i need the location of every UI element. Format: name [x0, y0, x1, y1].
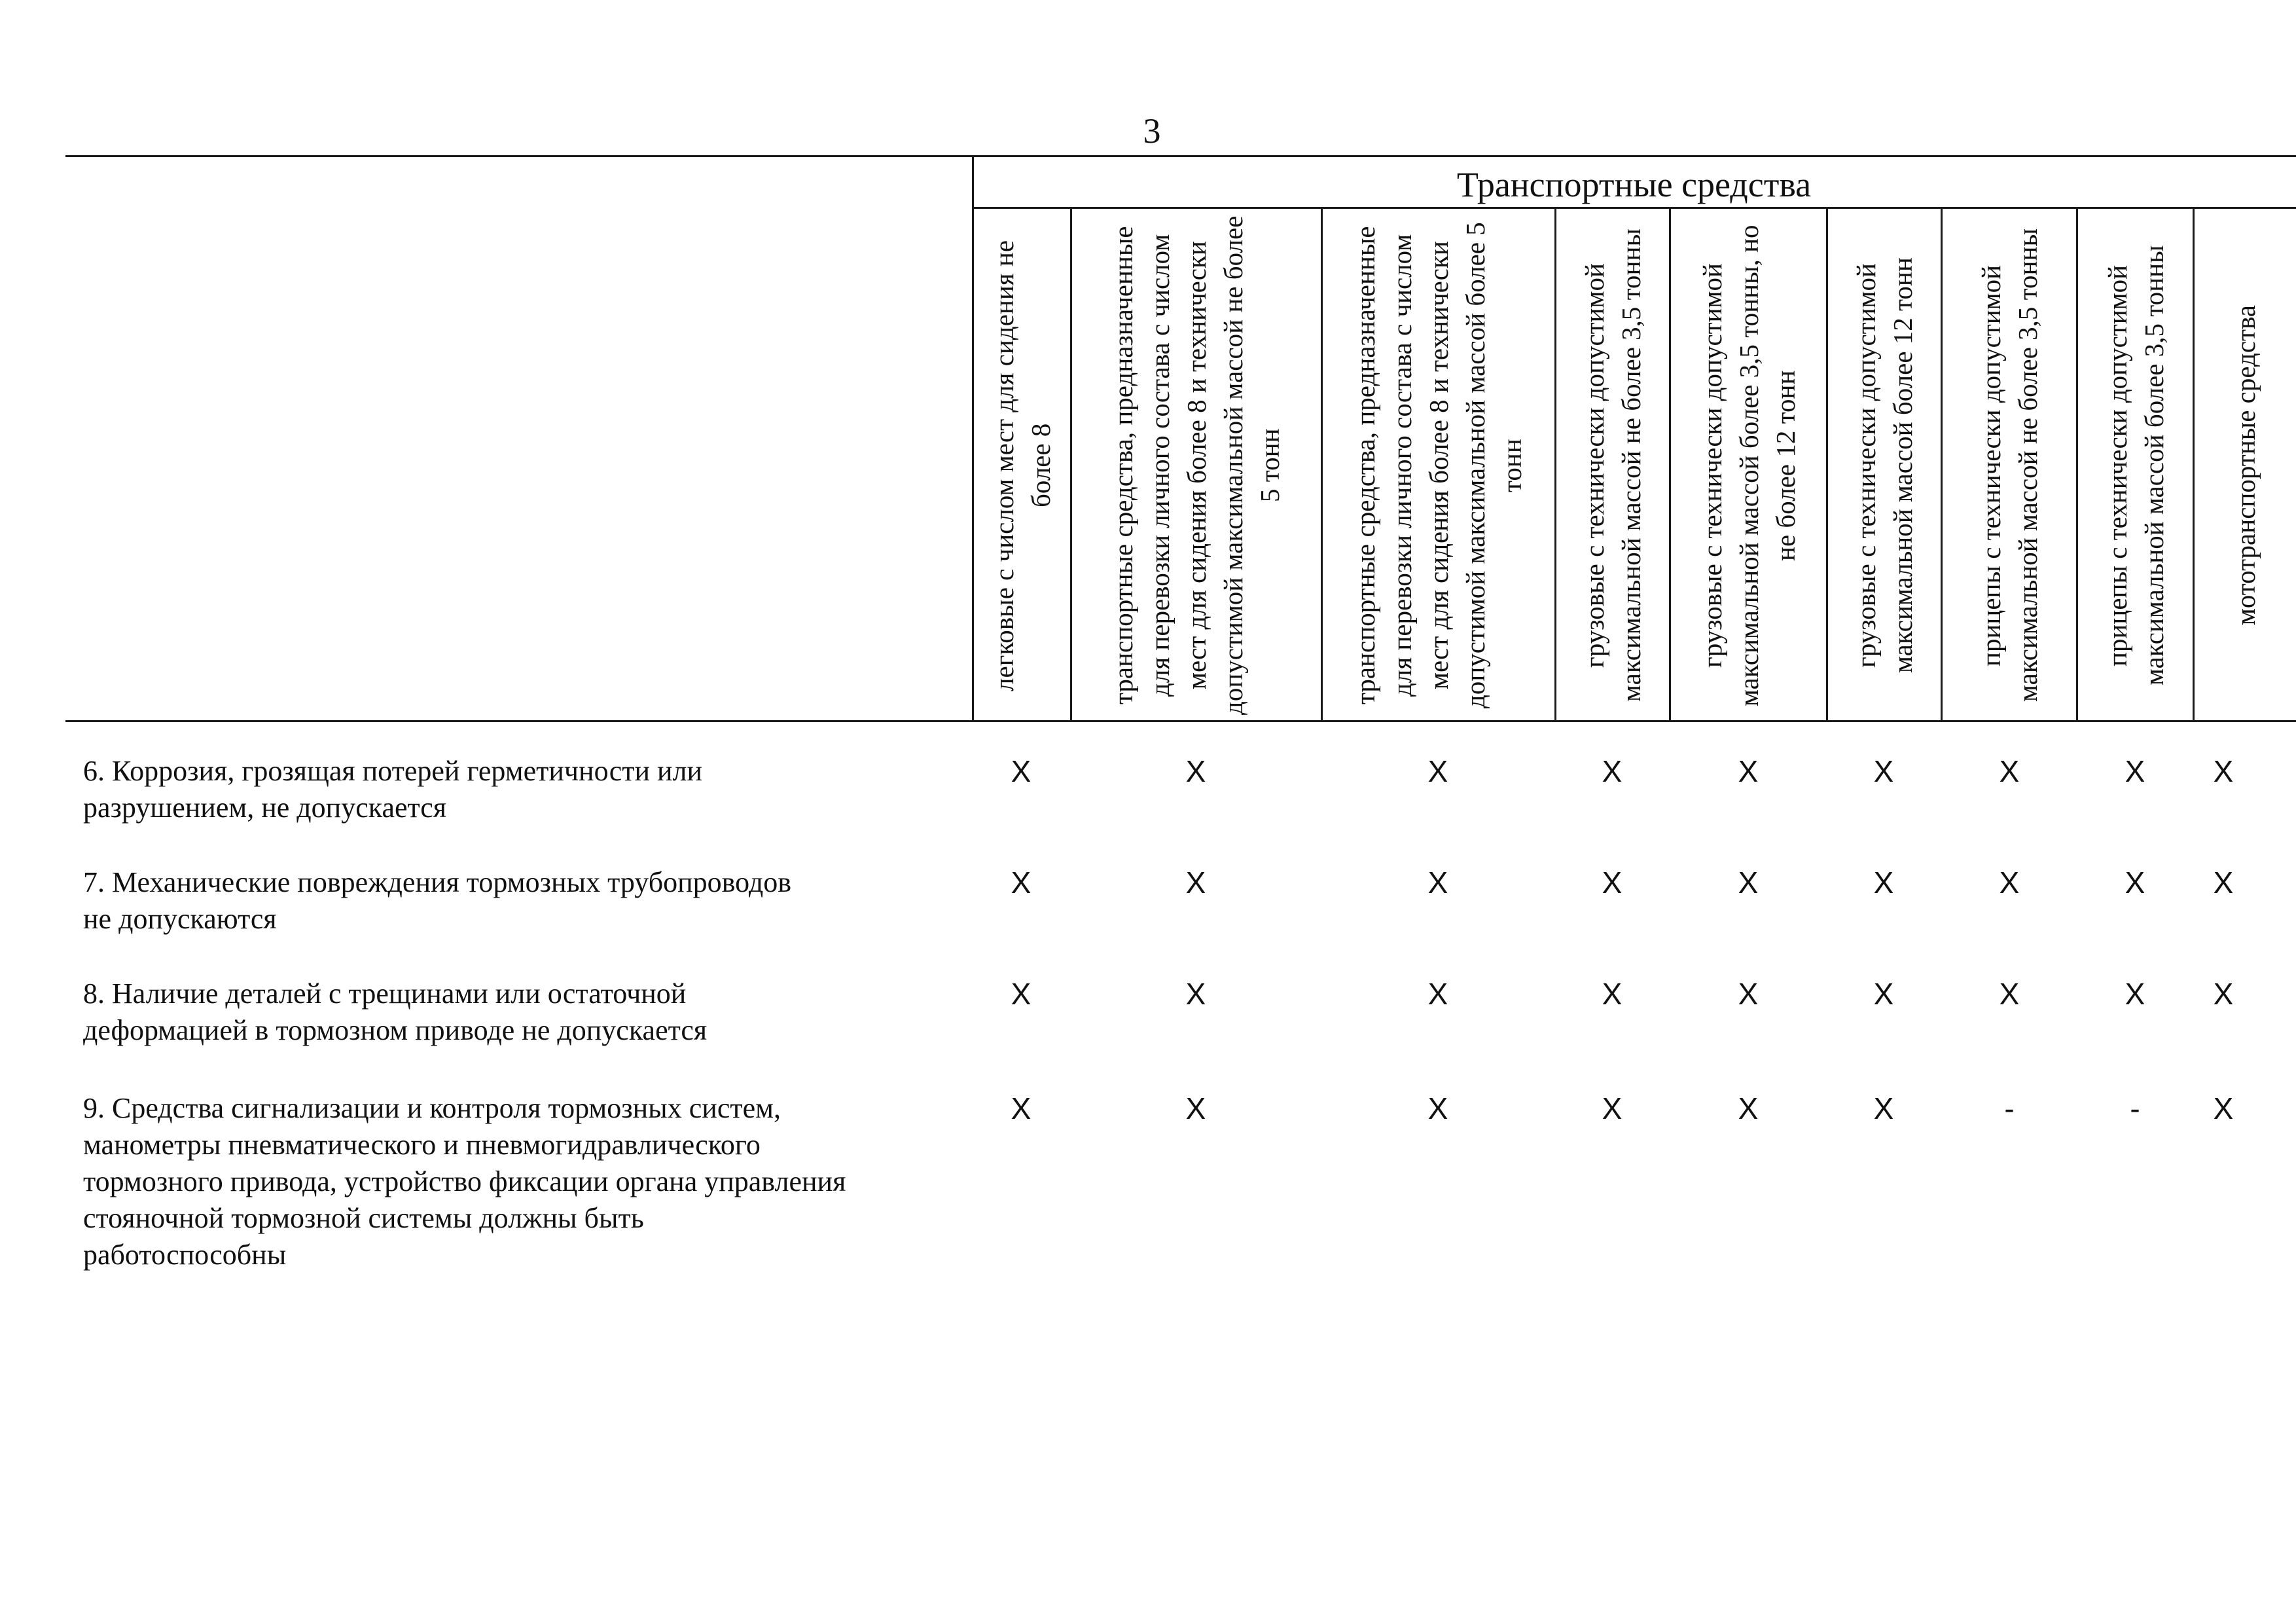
- table-cell-mark: X: [1873, 977, 1894, 1011]
- column-header: [1943, 211, 2076, 720]
- column-header: [974, 211, 1070, 720]
- table-cell-mark: X: [1427, 866, 1448, 900]
- table-row-label: 8. Наличие деталей с трещинами или остаточной деформацией в тормозном приводе не допускается: [83, 977, 708, 1046]
- table-cell-mark: X: [1602, 754, 1623, 788]
- table-cell-mark: X: [1999, 977, 2020, 1011]
- table-cell-mark: X: [1999, 866, 2020, 900]
- table-cell-mark: X: [1873, 754, 1894, 788]
- table-cell-mark: X: [2213, 1091, 2234, 1125]
- column-header: [1671, 211, 1826, 720]
- column-header-label: прицепы с технически допустимой максимальной массой не более 3,5 тонны: [1976, 228, 2043, 702]
- table-cell-mark: X: [1011, 866, 1031, 900]
- table-cell-mark: X: [1602, 977, 1623, 1011]
- column-header: [1828, 211, 1941, 720]
- table-cell-mark: X: [2125, 866, 2145, 900]
- table-cell-mark: X: [2125, 977, 2145, 1011]
- column-header-label: грузовые с технически допустимой максимальной массой более 3,5 тонны, но не более 12 тонн: [1696, 225, 1801, 706]
- table-row-label: 9. Средства сигнализации и контроля тормозных систем, манометры пневматического и пневмогидравлического тормозного привода, устройство фиксации органа управления стояночной тормозной системы должны быть работоспособны: [83, 1092, 846, 1271]
- table-cell-mark: X: [1011, 1091, 1031, 1125]
- table-cell-mark: X: [1873, 1091, 1894, 1125]
- table-row-label: 6. Коррозия, грозящая потерей герметичности или разрушением, не допускается: [83, 755, 703, 824]
- table-cell-mark: X: [2213, 866, 2234, 900]
- table-group-header: Транспортные средства: [1456, 165, 1812, 204]
- column-header-label: транспортные средства, предназначенные для перевозки личного состава с числом мест для сидения более 8 и технически допустимой максимальной массой более 5 тонн: [1350, 222, 1527, 709]
- table-top-border: [65, 155, 2296, 157]
- table-cell-mark: X: [1999, 754, 2020, 788]
- table-cell-mark: X: [1011, 754, 1031, 788]
- table-cell-mark: X: [2125, 754, 2145, 788]
- column-header-label: транспортные средства, предназначенные для перевозки личного состава с числом мест для сидения более 8 и технически допустимой максимальной массой не более 5 тонн: [1108, 215, 1285, 716]
- column-header-label: прицепы с технически допустимой максимальной массой более 3,5 тонны: [2102, 245, 2169, 686]
- table-cell-mark: X: [1738, 977, 1759, 1011]
- page-number: 3: [1143, 111, 1161, 151]
- table-row-label: 7. Механические повреждения тормозных трубопроводов не допускаются: [83, 866, 791, 935]
- table-cell-mark: X: [1738, 1091, 1759, 1125]
- column-header-label: легковые с числом мест для сидения не более 8: [988, 240, 1056, 691]
- column-header: [1323, 211, 1554, 720]
- table-cell-mark: X: [1185, 866, 1206, 900]
- column-header: [1556, 211, 1669, 720]
- column-header: [2078, 211, 2193, 720]
- table-cell-mark: X: [1738, 866, 1759, 900]
- group-header-divider: [972, 207, 2296, 209]
- column-header-label: мототранспортные средства: [2230, 305, 2261, 626]
- table-cell-mark: X: [1427, 1091, 1448, 1125]
- column-header: [1072, 211, 1321, 720]
- table-cell-mark: X: [1738, 754, 1759, 788]
- table-cell-mark: X: [1873, 866, 1894, 900]
- column-header: [2195, 211, 2296, 720]
- table-cell-mark: X: [2213, 754, 2234, 788]
- table-cell-mark: X: [1427, 977, 1448, 1011]
- header-bottom-border: [65, 720, 2296, 722]
- table-cell-mark: -: [2004, 1091, 2015, 1125]
- table-cell-mark: X: [2213, 977, 2234, 1011]
- table-cell-mark: X: [1185, 977, 1206, 1011]
- table-cell-mark: X: [1185, 754, 1206, 788]
- column-header-label: грузовые с технически допустимой максимальной массой не более 3,5 тонны: [1579, 228, 1646, 702]
- table-cell-mark: X: [1602, 866, 1623, 900]
- table-cell-mark: X: [1427, 754, 1448, 788]
- table-cell-mark: X: [1185, 1091, 1206, 1125]
- column-header-label: грузовые с технически допустимой максимальной массой более 12 тонн: [1851, 257, 1918, 674]
- table-cell-mark: X: [1602, 1091, 1623, 1125]
- table-cell-mark: X: [1011, 977, 1031, 1011]
- table-cell-mark: -: [2130, 1091, 2140, 1125]
